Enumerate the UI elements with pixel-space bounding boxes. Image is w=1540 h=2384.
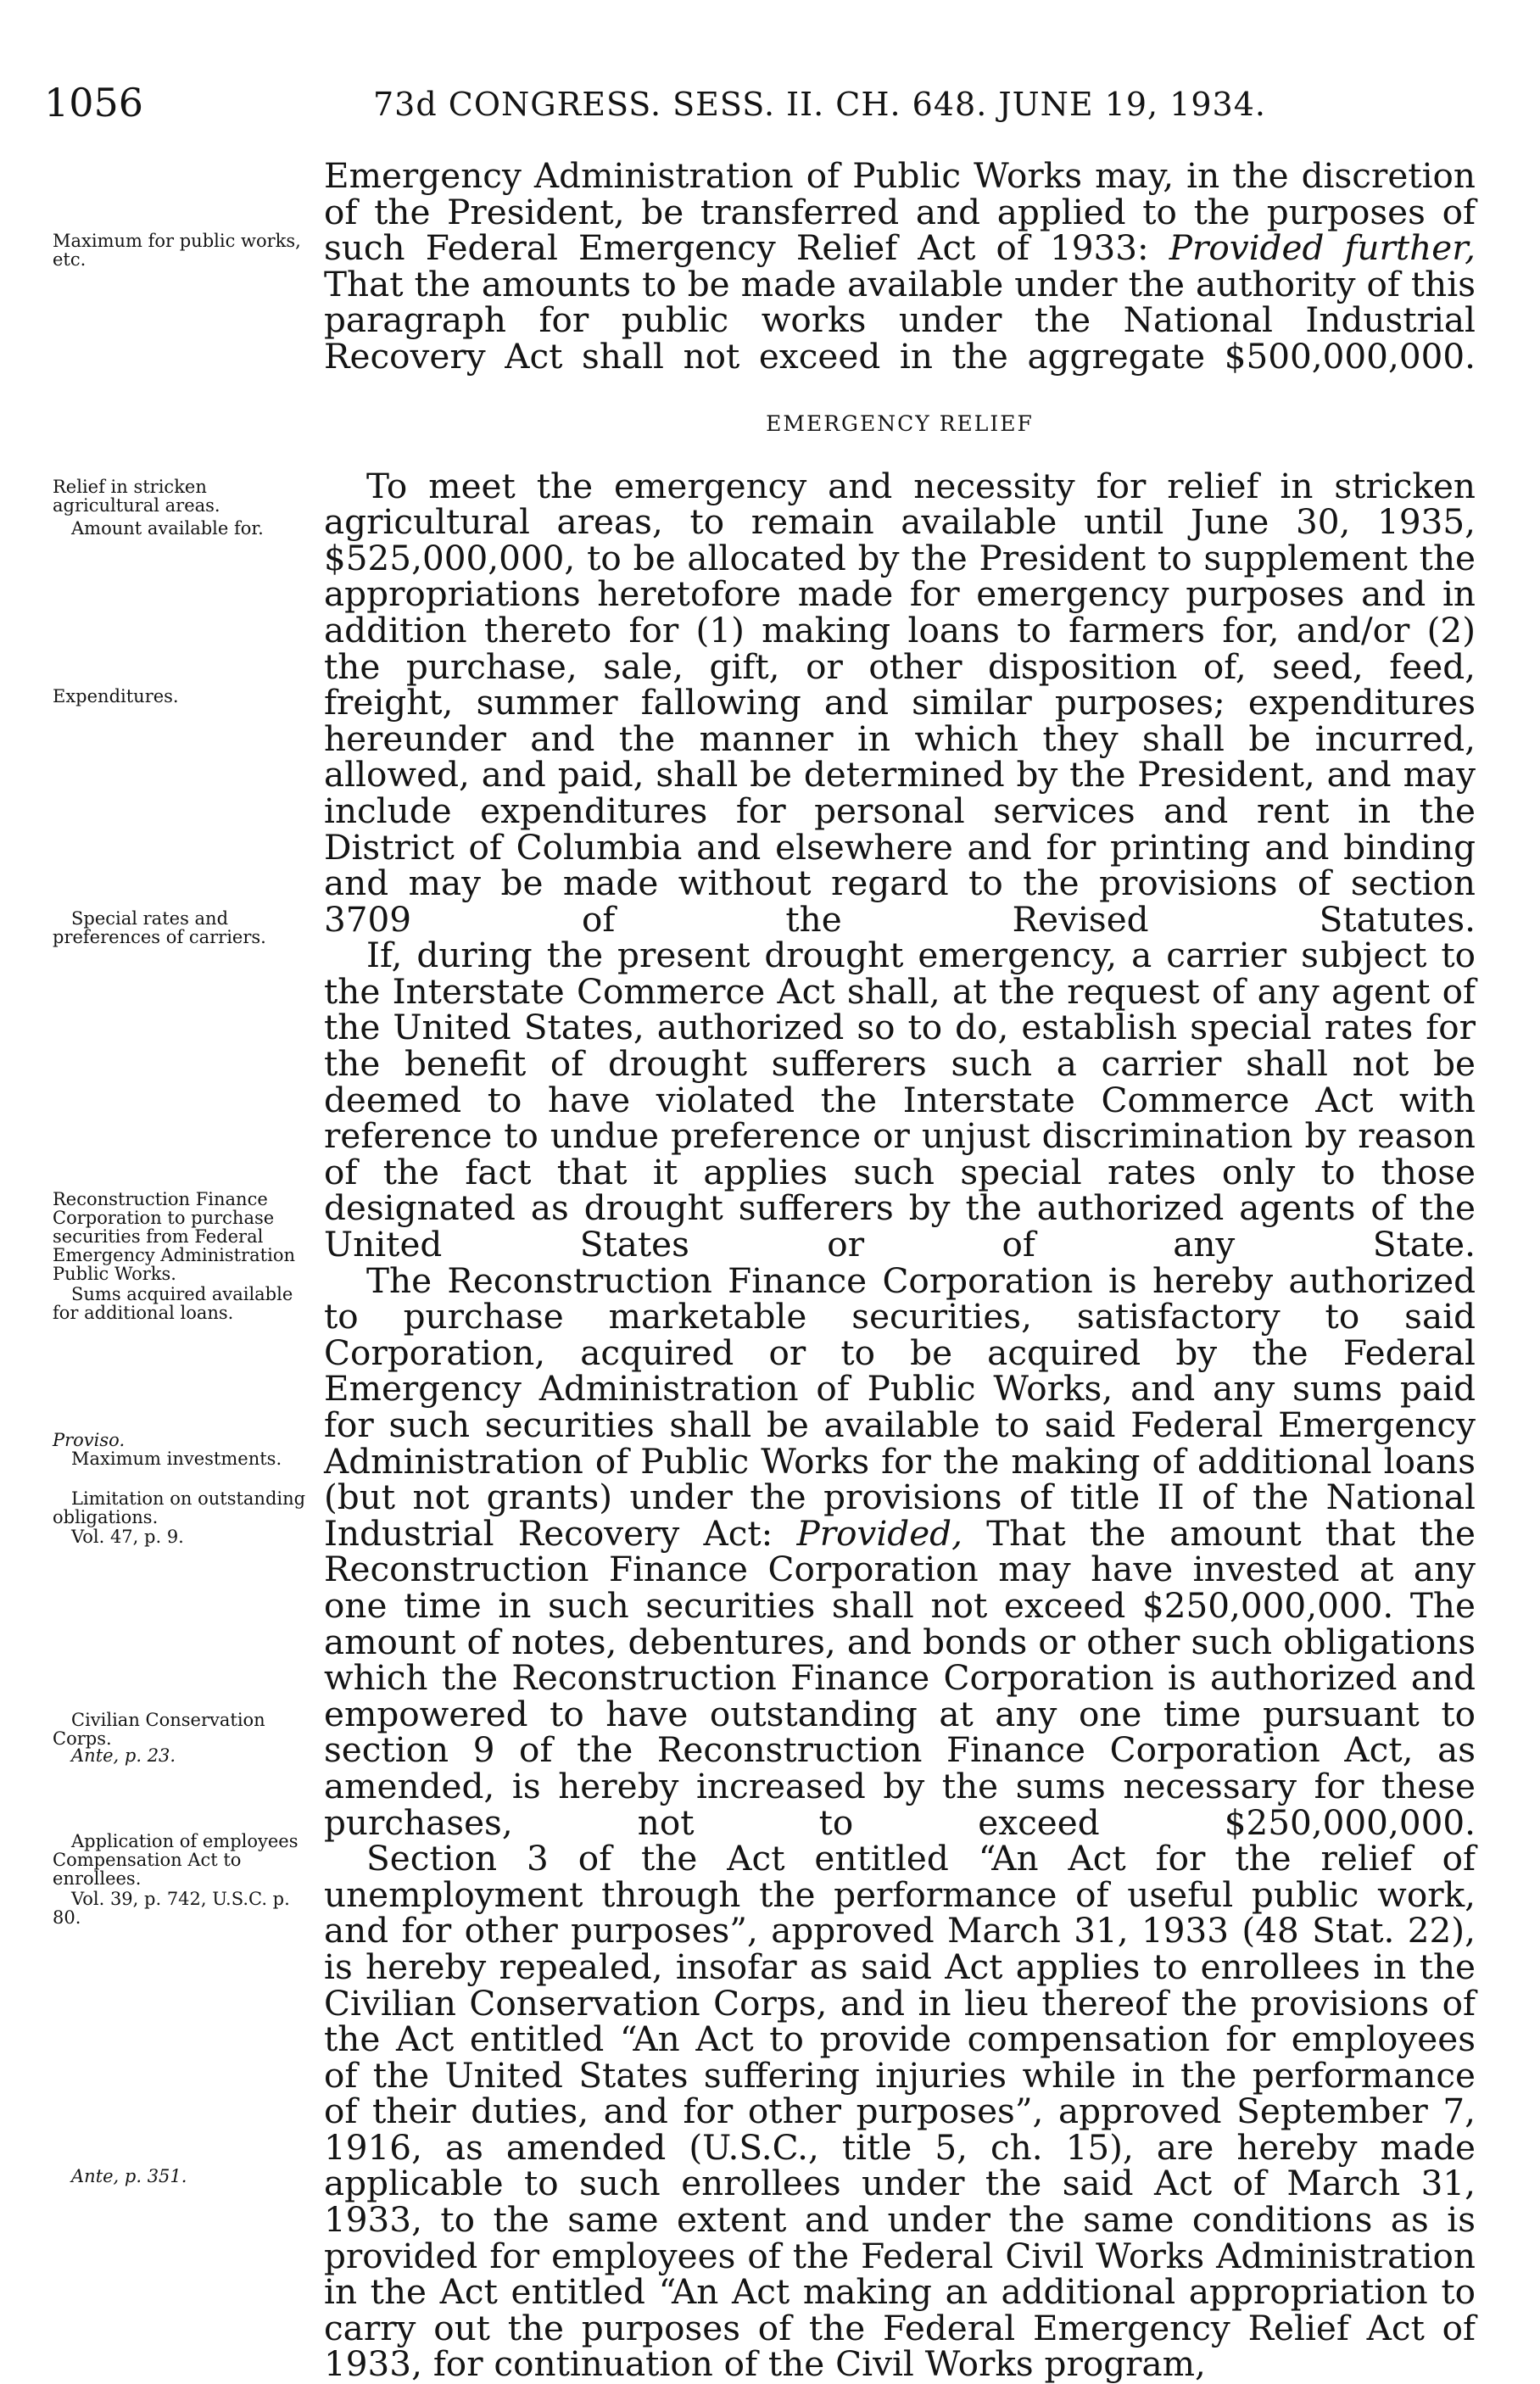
margin-note: Application of employees Compensation Act to enrollees. (53, 1831, 299, 1889)
paragraph-special-rates: If, during the present drought emergency, a carrier subject to the Interstate Commerce Act shall, at the request of any agent of the United States, authorized so to do, establish special rates for the benefit of drought sufferers such a carrier shall not be deemed to have violated the Interstate Commerce Act with reference to undue preference or unjust discrimination by reason of the fact that it applies such special rates only to those designated as drought sufferers by the authorized agents of the United States or of any State. (324, 935, 1476, 1265)
margin-note: Sums acquired available for additional loans. (53, 1284, 293, 1323)
margin-note: Ante, p. 23. (71, 1745, 176, 1766)
page-header (0, 0, 1540, 136)
margin-note: Civilian Conservation Corps. (53, 1710, 265, 1749)
main-text (324, 155, 1476, 2384)
paragraph-emergency-relief: To meet the emergency and necessity for relief in stricken agricultural areas, to remain available until June 30, 1935, $525,000,000, to be allocated by the President to supplement the appropriations heretofore made for emergency purposes and in addition thereto for (1) making loans to farmers for, and/or (2) the purchase, sale, gift, or other disposition of, seed, feed, freight, summer fallowing and similar purposes; expenditures hereunder and the manner in which they shall be incurred, allowed, and paid, shall be determined by the President, and may include expenditures for personal services and rent in the District of Columbia and elsewhere and for printing and binding and may be made without regard to the provisions of section 3709 of the Revised Statutes. (324, 465, 1476, 940)
margin-note: Maximum for public works, etc. (53, 231, 301, 270)
text-segment: Emergency Administration of Public Works may, in the discretion of the President, be transferred and applied to the purposes of such Federal Emergency Relief Act of 1933: (324, 155, 1476, 269)
proviso-phrase: Provided, (796, 1512, 962, 1554)
margin-note: Vol. 47, p. 9. (71, 1527, 184, 1547)
margin-note: Special rates and preferences of carriers. (53, 908, 266, 947)
section-heading: EMERGENCY RELIEF (766, 410, 1034, 436)
text-segment: The Reconstruction Finance Corporation is hereby authorized to purchase marketable securities, satisfactory to said Corporation, acquired or to be acquired by the Federal Emergency Administration of Public Works, and any sums paid for such securities shall be available to said Federal Emergency Administration of Public Works for the making of additional loans (but not grants) under the provisions of title II of the National Industrial Recovery Act: (324, 1259, 1476, 1554)
paragraph-rfc (324, 1259, 1476, 1843)
margin-note: Relief in stricken agricultural areas. (53, 477, 220, 516)
margin-note: Maximum investments. (71, 1449, 282, 1469)
text-segment: That the amount that the Reconstruction Finance Corporation may have invested at any one time in such securities shall not exceed $250,000,000. The amount of notes, debentures, and bonds or other such obligations which the Reconstruction Finance Corporation is authorized and empowered to have outstanding at any one time pursuant to section 9 of the Reconstruction Finance Corporation Act, as amended, is hereby increased by the sums necessary for these purchases, not to exceed $250,000,000. (324, 1512, 1476, 1843)
margin-note: Limitation on outstanding obligations. (53, 1488, 306, 1527)
margin-note: Expenditures. (53, 686, 179, 706)
paragraph-ccc: Section 3 of the Act entitled “An Act for the relief of unemployment through the performance of useful public work, and for other purposes”, approved March 31, 1933 (48 Stat. 22), is hereby repealed, insofar as said Act applies to enrollees in the Civilian Conservation Corps, and in lieu thereof the provisions of the Act entitled “An Act to provide compensation for employees of the United States suffering injuries while in the performance of their duties, and for other purposes”, approved September 7, 1916, as amended (U.S.C., title 5, ch. 15), are hereby made applicable to such enrollees under the said Act of March 31, 1933, to the same extent and under the same conditions as is provided for employees of the Federal Civil Works Administration in the Act entitled “An Act making an additional appropriation to carry out the purposes of the Federal Emergency Relief Act of 1933, for continuation of the Civil Works program, (324, 1838, 1476, 2384)
margin-note: Vol. 39, p. 742, U.S.C. p. 80. (53, 1889, 290, 1928)
margin-note: Ante, p. 351. (71, 2166, 187, 2186)
text-segment: That the amounts to be made available under the authority of this paragraph for public works under the National Industrial Recovery Act shall not exceed in the aggregate $500,000,000. (324, 263, 1476, 377)
proviso-phrase: Provided further, (1169, 227, 1476, 269)
margin-note: Proviso. (53, 1430, 126, 1450)
page-number: 1056 (44, 80, 144, 126)
margin-note: Reconstruction Finance Corporation to purchase securities from Federal Emergency Administration Public Works. (53, 1189, 295, 1284)
paragraph-public-works-continuation (324, 155, 1476, 377)
running-head: 73d CONGRESS. SESS. II. CH. 648. JUNE 19, 1934. (373, 86, 1266, 123)
margin-note: Amount available for. (71, 518, 264, 539)
